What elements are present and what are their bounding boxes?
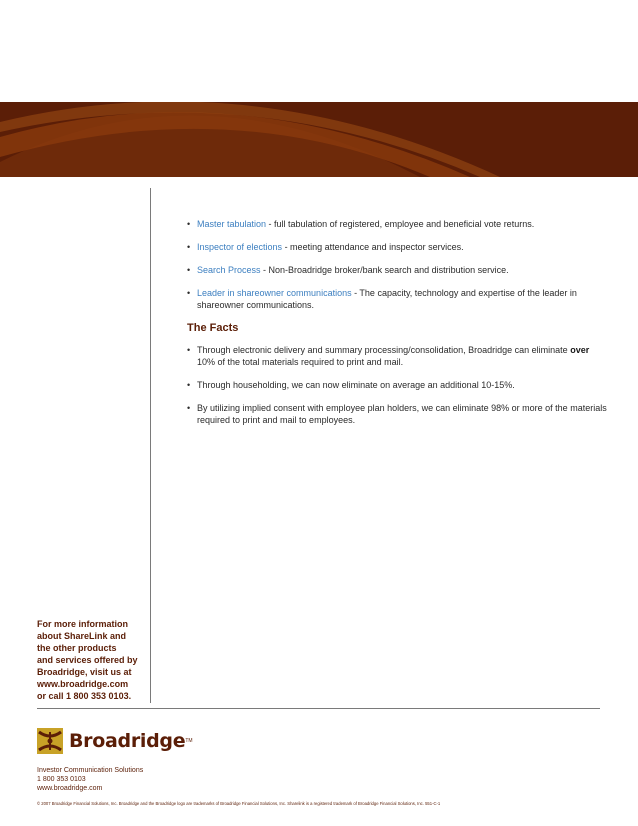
banner-graphic — [0, 102, 638, 177]
list-item — [187, 344, 607, 368]
list-item — [187, 264, 607, 276]
sidebar-line: or call 1 800 353 0103. — [37, 691, 132, 701]
horizontal-divider — [37, 708, 600, 709]
sidebar-line: about ShareLink and — [37, 631, 127, 641]
fact-text: Through electronic delivery and summary processing/consolidation, Broadridge can eliminate — [197, 345, 571, 355]
logo-mark-icon — [37, 728, 63, 754]
fact-emphasis: over — [570, 345, 590, 355]
service-text: - The capacity, technology and expertise of the leader in shareowner communications. — [197, 288, 577, 310]
service-text: - full tabulation of registered, employee and beneficial vote returns. — [266, 219, 535, 229]
list-item — [187, 241, 607, 253]
sidebar-line: For more information — [37, 619, 129, 629]
fact-text: 10% of the total materials required to print and mail. — [197, 357, 404, 367]
service-lead: Search Process — [197, 265, 261, 275]
service-text: - Non-Broadridge broker/bank search and distribution service. — [260, 265, 509, 275]
fact-text: Through householding, we can now eliminate on average an additional 10-15%. — [197, 380, 515, 390]
contact-line: Investor Communication Solutions — [37, 767, 144, 774]
trademark-mark: TM — [185, 738, 193, 744]
facts-heading: The Facts — [187, 322, 239, 334]
service-lead: Master tabulation — [197, 219, 267, 229]
logo-wordmark: Broadridge — [69, 730, 186, 752]
service-lead: Inspector of elections — [197, 242, 283, 252]
header-banner — [0, 102, 638, 177]
copyright-notice: © 2007 Broadridge Financial Solutions, Inc. Broadridge and the Broadridge logo are trademarks of Broadridge Financial Solutions, Inc. Sharelink is a registered trademark of Broadridge Financial Solutions, Inc. 551-C-1 — [37, 801, 441, 806]
main-content — [187, 218, 607, 437]
sidebar-line: Broadridge, visit us at — [37, 667, 132, 677]
list-item — [187, 402, 607, 426]
fact-text: By utilizing implied consent with employee plan holders, we can eliminate 98% or more of the materials required to print and mail to employees. — [197, 403, 607, 425]
facts-list — [187, 344, 607, 426]
contact-info — [37, 766, 143, 793]
list-item — [187, 218, 607, 230]
list-item — [187, 287, 607, 311]
service-text: - meeting attendance and inspector services. — [282, 242, 464, 252]
contact-phone: 1 800 353 0103 — [37, 776, 86, 783]
sidebar-line: and services offered by — [37, 655, 138, 665]
sidebar-line: the other products — [37, 643, 117, 653]
contact-website: www.broadridge.com — [37, 785, 103, 792]
vertical-divider — [150, 188, 151, 703]
services-list — [187, 218, 607, 311]
sidebar-line: www.broadridge.com — [37, 679, 129, 689]
sidebar-info — [37, 618, 147, 702]
service-lead: Leader in shareowner communications — [197, 288, 352, 298]
broadridge-logo — [37, 727, 193, 755]
list-item — [187, 379, 607, 391]
